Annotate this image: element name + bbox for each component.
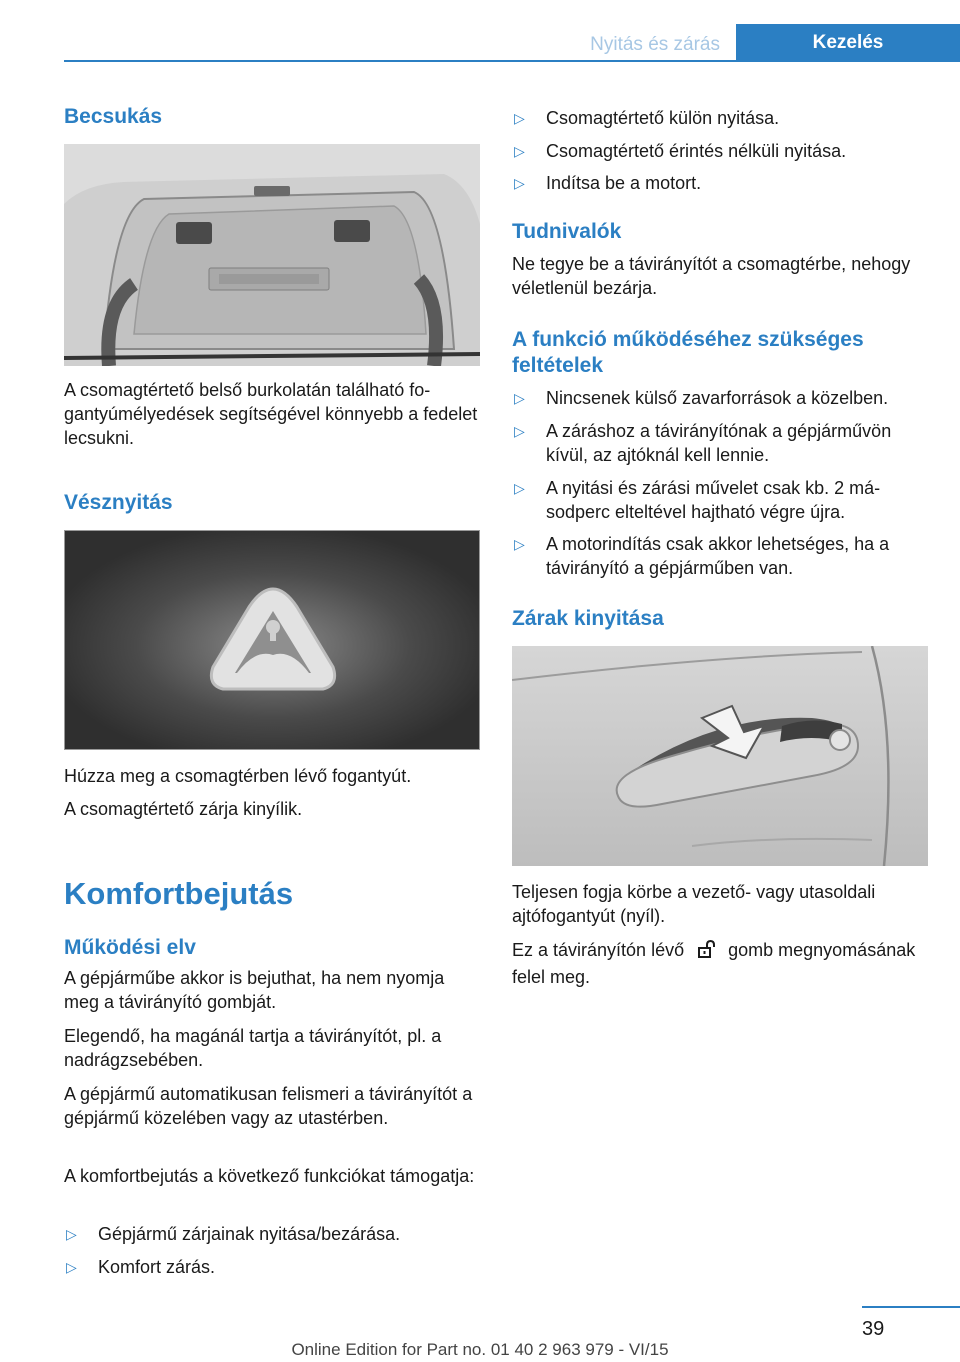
trunk-lid-illustration	[64, 144, 480, 366]
principle-p4: A komfortbejutás a következő funkciókat támogatja:	[64, 1166, 475, 1186]
emergency-release-illustration	[65, 531, 480, 750]
principle-heading: Működési elv	[64, 936, 196, 959]
notes-text: Ne tegye be a távirányítót a csomagtérbe, nehogy véletlenül bezárja.	[512, 254, 911, 298]
unlock-text-2	[512, 938, 928, 989]
function-list-item	[512, 139, 928, 163]
page-number: 39	[862, 1318, 885, 1340]
emergency-text-1: Húzza meg a csomagtérben lévő fogantyút.	[64, 766, 412, 786]
condition-list-item	[512, 386, 928, 410]
comfort-access-title: Komfortbejutás	[64, 876, 294, 911]
conditions-heading: A funkció működéséhez szükséges feltételek	[512, 328, 864, 377]
principle-p3: A gépjármű automatikusan felismeri a távirányítót a gépjármű közelében vagy az utastérben.	[64, 1084, 473, 1128]
bullet-triangle-icon: ▷	[514, 536, 525, 552]
emergency-text-2: A csomagtértető zárja kinyílik.	[64, 799, 303, 819]
function-list-text: Csomagtértető érintés nélküli nyitása.	[546, 141, 847, 161]
door-handle-image	[512, 646, 928, 866]
door-handle-illustration	[512, 646, 928, 866]
unlock-text-1: Teljesen fogja körbe a vezető- vagy utasoldali ajtófogantyút (nyíl).	[512, 882, 876, 926]
condition-list-text: A záráshoz a távirányítónak a gépjárművön kívül, az ajtóknál kell lennie.	[546, 421, 892, 465]
trunk-lid-image	[64, 144, 480, 366]
condition-list-item	[512, 419, 928, 467]
notes-heading: Tudnivalók	[512, 220, 622, 243]
function-list-text: Gépjármű zárjainak nyitása/bezárása.	[98, 1224, 401, 1244]
function-list-text: Csomagtértető külön nyitása.	[546, 108, 780, 128]
condition-list-item	[512, 532, 928, 580]
unlock-heading: Zárak kinyitása	[512, 607, 664, 630]
closing-text: A csomagtértető belső burkolatán található fogantyúmélyedések segítségével könnyebb a fedelet lecsukni.	[64, 380, 478, 448]
unlock-text-2-before: Ez a távirányítón lévő	[512, 940, 685, 960]
bullet-triangle-icon: ▷	[514, 175, 525, 191]
function-list-item	[512, 106, 928, 130]
header-chapter-tab	[736, 24, 960, 62]
bullet-triangle-icon: ▷	[66, 1226, 77, 1242]
header-rule	[64, 60, 960, 62]
function-list-item	[64, 1222, 480, 1246]
function-list-text: Komfort zárás.	[98, 1257, 216, 1277]
condition-list-text: A motorindítás csak akkor lehetséges, ha a távirányító a gépjárműben van.	[546, 534, 890, 578]
function-list-item	[512, 171, 928, 195]
bullet-triangle-icon: ▷	[66, 1259, 77, 1275]
condition-list-text: Nincsenek külső zavarforrások a közelben.	[546, 388, 889, 408]
bullet-triangle-icon: ▷	[514, 423, 525, 439]
bullet-triangle-icon: ▷	[514, 480, 525, 496]
closing-heading: Becsukás	[64, 105, 163, 128]
principle-p2: Elegendő, ha magánál tartja a távirányítót, pl. a nadrágzsebében.	[64, 1026, 442, 1070]
unlock-button-icon	[689, 939, 723, 965]
edition-footer: Online Edition for Part no. 01 40 2 963 979 - VI/15	[291, 1340, 669, 1359]
emergency-heading: Vésznyitás	[64, 491, 173, 514]
emergency-release-image	[64, 530, 480, 750]
footer-rule	[862, 1306, 960, 1308]
header-chapter-label: Kezelés	[812, 32, 884, 53]
principle-p1: A gépjárműbe akkor is bejuthat, ha nem nyomja meg a távirányító gombját.	[64, 968, 445, 1012]
function-list-item	[64, 1255, 480, 1279]
bullet-triangle-icon: ▷	[514, 110, 525, 126]
bullet-triangle-icon: ▷	[514, 143, 525, 159]
condition-list-item	[512, 476, 928, 524]
unlock-text-2-after: gomb megnyomásának felel meg.	[512, 940, 916, 987]
condition-list-text: A nyitási és zárási művelet csak kb. 2 másodperc elteltével hajtható végre újra.	[546, 478, 881, 522]
header-section-title: Nyitás és zárás	[590, 34, 720, 55]
bullet-triangle-icon: ▷	[514, 390, 525, 406]
function-list-text: Indítsa be a motort.	[546, 173, 702, 193]
